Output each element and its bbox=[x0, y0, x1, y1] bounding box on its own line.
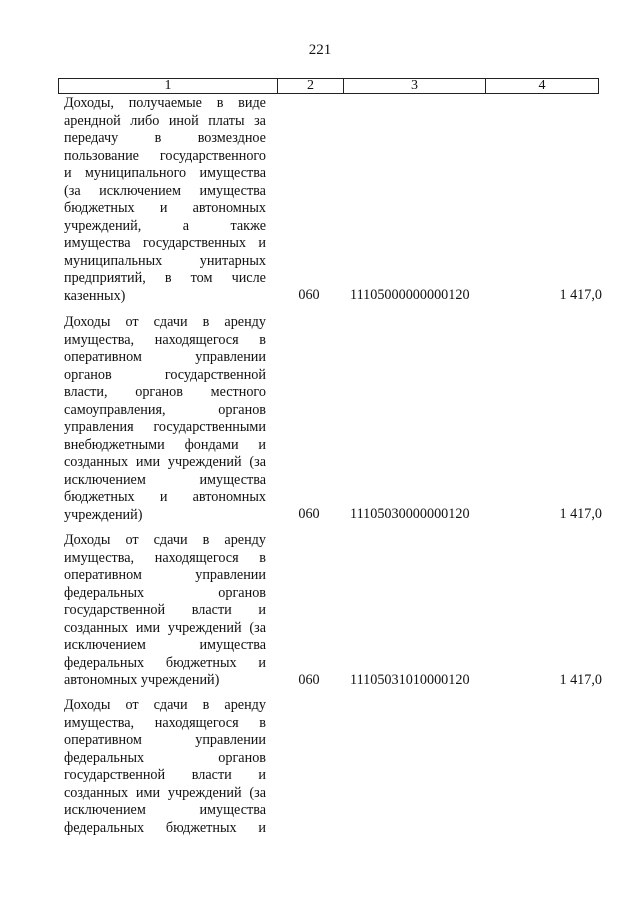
description-line: (за исключением имущества bbox=[64, 182, 266, 199]
description-line: имущества, находящегося в bbox=[64, 549, 266, 566]
description-line: бюджетных и автономных bbox=[64, 489, 266, 505]
description-line: Доходы от сдачи в аренду bbox=[64, 532, 266, 548]
description-line: федеральных органов bbox=[64, 584, 266, 601]
description-line: имущества государственных и bbox=[64, 235, 266, 251]
description-line: внебюджетными фондами и bbox=[64, 436, 266, 453]
description-line: федеральных бюджетных и bbox=[64, 654, 266, 671]
admin-code: 060 bbox=[298, 287, 320, 303]
description-line: федеральных органов bbox=[64, 749, 266, 766]
description-line: предприятий, в том числе bbox=[64, 270, 266, 286]
description-line: имущества, находящегося в bbox=[64, 714, 266, 731]
amount: 1 417,0 bbox=[559, 287, 602, 303]
description-line: исключением имущества bbox=[64, 637, 266, 653]
description-line: государственной власти и bbox=[64, 602, 266, 618]
header-col-3: 3 bbox=[343, 79, 485, 93]
description-line: исключением имущества bbox=[64, 471, 266, 488]
description-line: учреждений, а также bbox=[64, 217, 266, 234]
description-line: созданных ими учреждений (за bbox=[64, 784, 266, 801]
description-line: арендной либо иной платы за bbox=[64, 112, 266, 129]
page-number: 221 bbox=[308, 42, 332, 58]
description-line: созданных ими учреждений (за bbox=[64, 619, 266, 636]
description-line: оперативном управлении bbox=[64, 732, 266, 748]
header-col-2: 2 bbox=[277, 79, 343, 93]
amount: 1 417,0 bbox=[559, 672, 602, 688]
header-col-1: 1 bbox=[164, 78, 172, 93]
description-line: автономных учреждений) bbox=[64, 672, 220, 688]
income-description bbox=[64, 314, 266, 524]
description-line: Доходы от сдачи в аренду bbox=[64, 697, 266, 713]
header-col-4: 4 bbox=[485, 79, 598, 93]
description-line: власти, органов местного bbox=[64, 384, 266, 400]
description-line: казенных) bbox=[64, 287, 126, 304]
description-line: Доходы, получаемые в виде bbox=[64, 95, 266, 111]
budget-classification-code: 11105030000000120 bbox=[350, 506, 470, 522]
income-description bbox=[64, 697, 266, 837]
admin-code: 060 bbox=[298, 506, 320, 522]
description-line: Доходы от сдачи в аренду bbox=[64, 314, 266, 330]
description-line: самоуправления, органов bbox=[64, 401, 266, 418]
income-description bbox=[64, 532, 266, 690]
description-line: органов государственной bbox=[64, 366, 266, 383]
description-line: управления государственными bbox=[64, 419, 266, 435]
description-line: и муниципального имущества bbox=[64, 165, 266, 181]
amount: 1 417,0 bbox=[559, 506, 602, 522]
budget-classification-code: 11105000000000120 bbox=[350, 287, 470, 303]
description-line: исключением имущества bbox=[64, 802, 266, 818]
budget-classification-code: 11105031010000120 bbox=[350, 672, 470, 688]
admin-code: 060 bbox=[298, 672, 320, 688]
description-line: оперативном управлении bbox=[64, 567, 266, 583]
description-line: оперативном управлении bbox=[64, 349, 266, 365]
description-line: имущества, находящегося в bbox=[64, 331, 266, 348]
description-line: передачу в возмездное bbox=[64, 130, 266, 146]
description-line: государственной власти и bbox=[64, 767, 266, 783]
description-line: учреждений) bbox=[64, 506, 143, 523]
description-line: бюджетных и автономных bbox=[64, 200, 266, 216]
description-line: муниципальных унитарных bbox=[64, 252, 266, 269]
description-line: пользование государственного bbox=[64, 147, 266, 164]
income-description bbox=[64, 95, 266, 305]
description-line: федеральных бюджетных и bbox=[64, 819, 266, 836]
table-header-row bbox=[58, 78, 599, 94]
description-line: созданных ими учреждений (за bbox=[64, 454, 266, 470]
